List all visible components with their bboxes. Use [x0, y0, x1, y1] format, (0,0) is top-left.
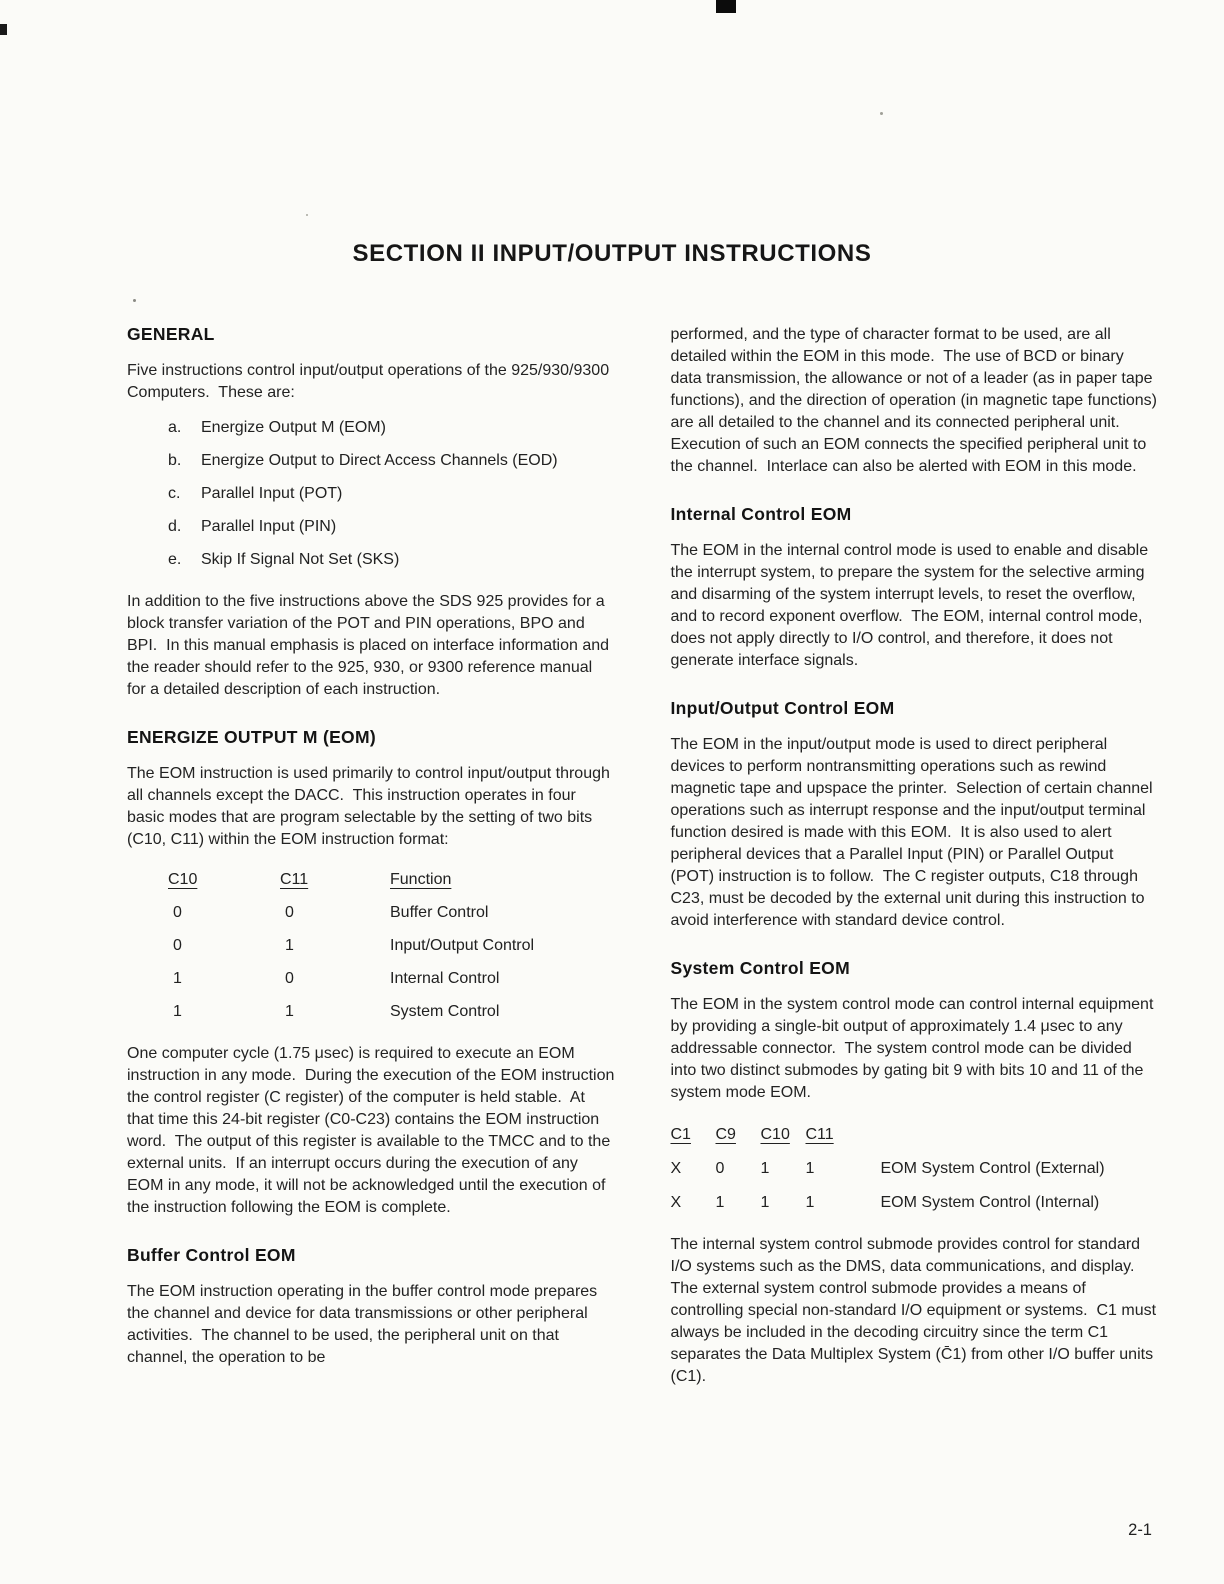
- table-cell: 1: [285, 937, 294, 954]
- table-header-row: [671, 1124, 1159, 1146]
- heading-internal-control-eom: Internal Control EOM: [670, 504, 852, 524]
- table-row: [671, 1192, 1159, 1214]
- paragraph-input-output-control: The EOM in the input/output mode is used to direct peripheral devices to perform nontransmitting operations such as rewind magnetic tape and upspace the printer. Selection of certain channel operations such as interrupt response and the input/output terminal function desired is made with this EOM. It is also used to alert peripheral devices that a Parallel Input (PIN) or Parallel Output (POT) instruction is to follow. The C register outputs, C18 through C23, must be decoded by the external unit during this instruction to avoid interference with standard device control.: [670, 736, 1158, 929]
- heading-general: GENERAL: [127, 324, 215, 344]
- scan-artifact: [0, 24, 7, 35]
- table-cell: 0: [285, 904, 294, 921]
- left-column: [127, 324, 619, 1382]
- paragraph-buffer-control: The EOM instruction operating in the buffer control mode prepares the channel and device for data transmissions or other peripheral activities. The channel to be used, the peripheral unit on that channel, the operation to be: [127, 1283, 602, 1366]
- two-column-layout: [0, 268, 1224, 1401]
- list-item-text: Parallel Input (POT): [201, 485, 343, 502]
- table-cell: 1: [285, 1003, 294, 1020]
- table-cell: 1: [805, 1194, 815, 1211]
- instruction-list: [127, 417, 615, 571]
- table-cell: 1: [760, 1160, 770, 1177]
- list-item-label: a.: [168, 419, 182, 436]
- table-row: [168, 1001, 615, 1023]
- table-cell: 1: [173, 970, 182, 987]
- heading-input-output-control-eom: Input/Output Control EOM: [670, 698, 895, 718]
- list-item: [127, 516, 615, 538]
- table-cell: 0: [173, 937, 182, 954]
- page-number: 2-1: [1128, 1521, 1152, 1539]
- scan-speck: [306, 214, 308, 216]
- column-header-c11: C11: [805, 1126, 834, 1143]
- paragraph-system-submodes: The internal system control submode provides control for standard I/O systems such as the DMS, data communications, and display. The external system control submode provides a means of controlling special non-standard I/O equipment or systems. C1 must always be included in the decoding circuitry since the term C1 separates the Data Multiplex System (C̄1) from other I/O buffer units (C1).: [670, 1236, 1161, 1385]
- paragraph-eom-cycle: One computer cycle (1.75 μsec) is required to execute an EOM instruction in any mode. During the execution of the EOM instruction the control register (C register) of the computer is held stable. At that time this 24-bit register (C0-C23) contains the EOM instruction word. The output of this register is available to the TMCC and to the external units. If an interrupt occurs during the execution of any EOM in any mode, it will not be acknowledged until the execution of the instruction following the EOM is complete.: [127, 1045, 619, 1216]
- table-cell: 1: [805, 1160, 815, 1177]
- paragraph-internal-control: The EOM in the internal control mode is used to enable and disable the interrupt system, to prepare the system for the selective arming and disarming of the system interrupt levels, to reset the overflow, and to record exponent overflow. The EOM, internal control mode, does not apply directly to I/O control, and therefore, it does not generate interface signals.: [670, 542, 1153, 669]
- table-row: [671, 1158, 1159, 1180]
- paragraph-general-intro: Five instructions control input/output operations of the 925/930/9300 Computers. These are:: [127, 362, 614, 401]
- table-cell: Internal Control: [390, 970, 500, 987]
- table-cell: X: [670, 1160, 682, 1177]
- table-cell: 1: [715, 1194, 725, 1211]
- table-cell: Input/Output Control: [390, 937, 535, 954]
- column-header-function: Function: [390, 871, 452, 888]
- table-header-row: [168, 869, 615, 891]
- heading-system-control-eom: System Control EOM: [670, 958, 850, 978]
- paragraph-eom-modes: The EOM instruction is used primarily to control input/output through all channels except the DACC. This instruction operates in four basic modes that are program selectable by the setting of two bits (C10, C11) within the EOM instruction format:: [127, 765, 615, 848]
- list-item: [127, 450, 615, 472]
- right-column: [670, 324, 1162, 1401]
- column-header-c9: C9: [715, 1126, 736, 1143]
- list-item-label: e.: [168, 551, 182, 568]
- paragraph-buffer-control-continued: performed, and the type of character format to be used, are all detailed within the EOM in this mode. The use of BCD or binary data transmission, the allowance or not of a leader (as in paper tape functions), and the direction of operation (in magnetic tape functions) are all detailed to the channel and its connected peripheral unit. Execution of such an EOM connects the specified peripheral unit to the channel. Interlace can also be alerted with EOM in this mode.: [670, 326, 1162, 475]
- list-item-label: d.: [168, 518, 182, 535]
- list-item-label: c.: [168, 485, 181, 502]
- list-item: [127, 549, 615, 571]
- table-row: [168, 902, 615, 924]
- list-item: [127, 417, 615, 439]
- eom-mode-table: [168, 869, 615, 1023]
- system-submode-table: [671, 1124, 1159, 1214]
- scan-speck: [880, 112, 883, 115]
- table-row: [168, 968, 615, 990]
- table-cell: X: [670, 1194, 682, 1211]
- table-cell: 0: [173, 904, 182, 921]
- column-header-c1: C1: [670, 1126, 691, 1143]
- table-cell: 1: [760, 1194, 770, 1211]
- scan-speck: [133, 299, 136, 302]
- list-item-text: Skip If Signal Not Set (SKS): [201, 551, 400, 568]
- paragraph-system-control: The EOM in the system control mode can control internal equipment by providing a single-bit output of approximately 1.4 μsec to any addressable connector. The system control mode can be divided into two distinct submodes by gating bit 9 with bits 10 and 11 of the system mode EOM.: [670, 996, 1158, 1101]
- table-cell-description: EOM System Control (Internal): [880, 1194, 1100, 1211]
- table-cell: System Control: [390, 1003, 500, 1020]
- list-item-label: b.: [168, 452, 182, 469]
- column-header-c10: C10: [760, 1126, 790, 1143]
- list-item-text: Energize Output to Direct Access Channels (EOD): [201, 452, 558, 469]
- table-cell: Buffer Control: [390, 904, 489, 921]
- table-cell: 0: [715, 1160, 725, 1177]
- table-cell-description: EOM System Control (External): [880, 1160, 1105, 1177]
- heading-energize-output-m: ENERGIZE OUTPUT M (EOM): [127, 727, 376, 747]
- table-row: [168, 935, 615, 957]
- heading-buffer-control-eom: Buffer Control EOM: [127, 1245, 296, 1265]
- paragraph-general-2: In addition to the five instructions above the SDS 925 provides for a block transfer variation of the POT and PIN operations, BPO and BPI. In this manual emphasis is placed on interface information and the reader should refer to the 925, 930, or 9300 reference manual for a detailed description of each instruction.: [127, 593, 614, 698]
- table-cell: 1: [173, 1003, 182, 1020]
- page-title: SECTION II INPUT/OUTPUT INSTRUCTIONS: [352, 240, 872, 267]
- column-header-c11: C11: [280, 871, 309, 888]
- scan-artifact: [716, 0, 736, 13]
- list-item-text: Energize Output M (EOM): [201, 419, 386, 436]
- list-item-text: Parallel Input (PIN): [201, 518, 337, 535]
- list-item: [127, 483, 615, 505]
- table-cell: 0: [285, 970, 294, 987]
- column-header-c10: C10: [168, 871, 198, 888]
